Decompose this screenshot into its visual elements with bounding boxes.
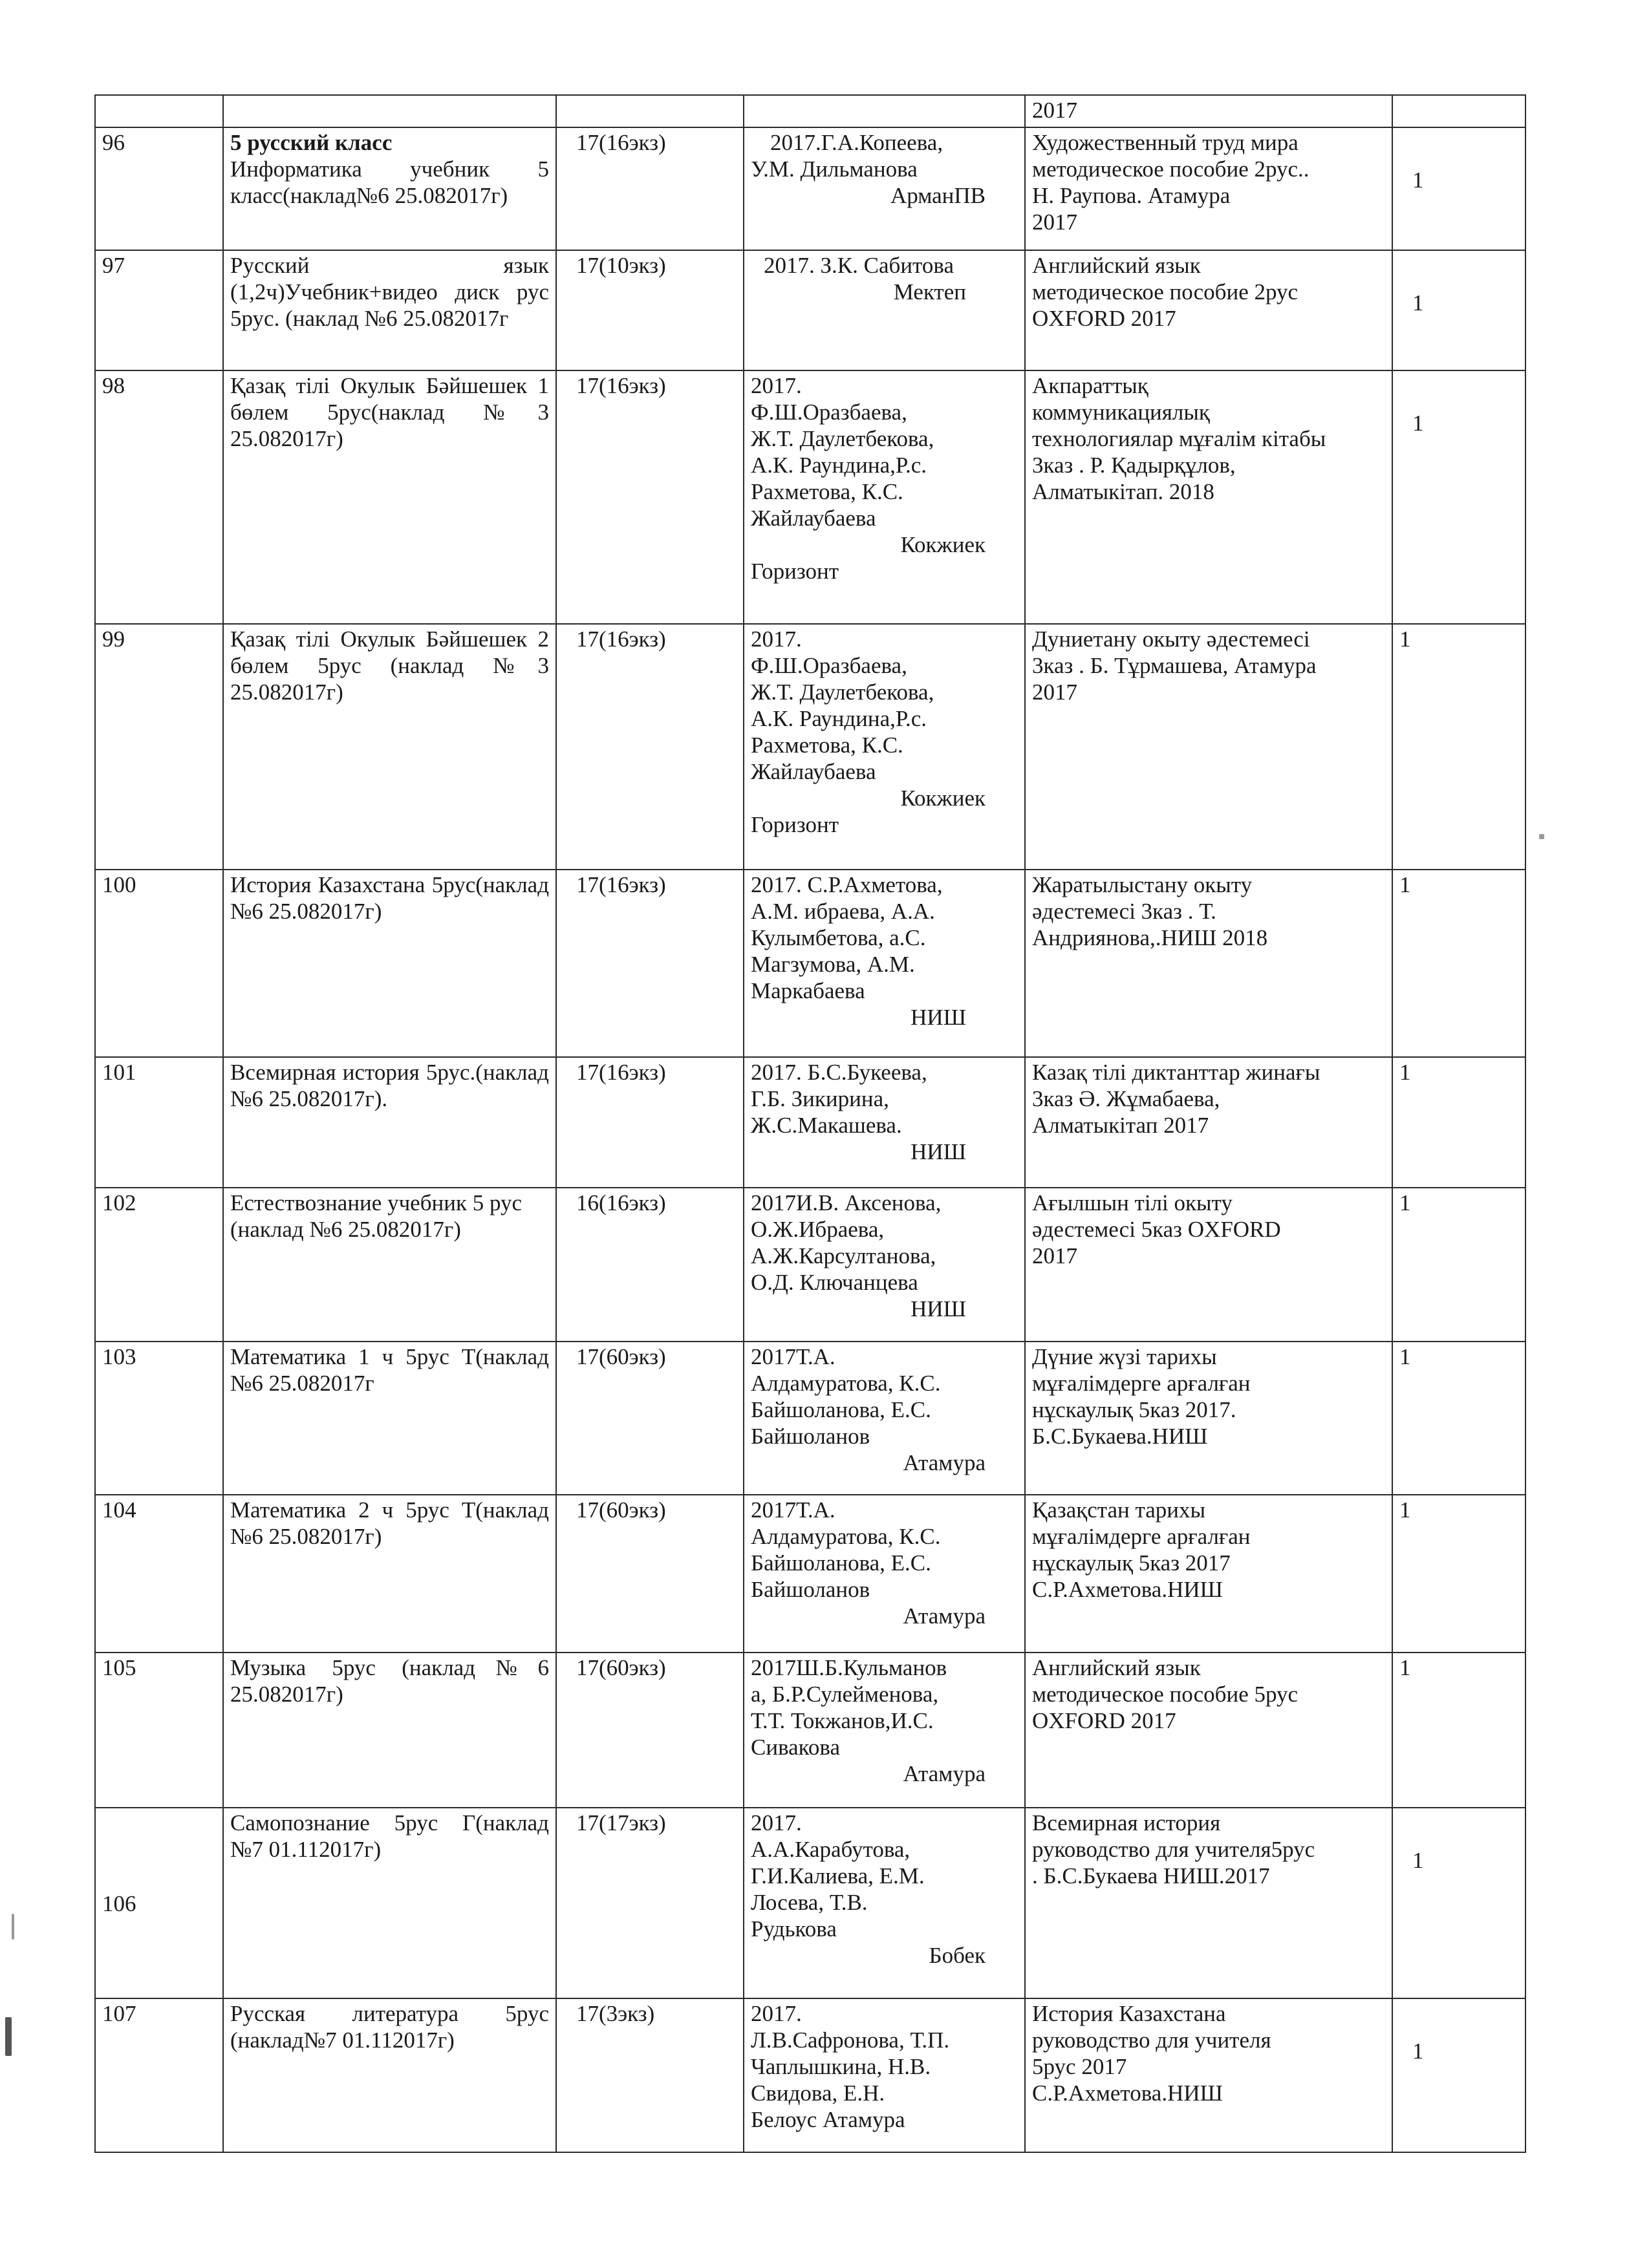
publisher: Бобек bbox=[929, 1943, 986, 1968]
textbook-title: Самопознание 5рус Г(наклад №7 01.112017г) bbox=[223, 1808, 556, 1998]
manual-line: Ағылшын тілі окыту bbox=[1032, 1190, 1233, 1215]
manual-line: С.Р.Ахметова.НИШ bbox=[1032, 1577, 1223, 1602]
author-line: Рудькова bbox=[751, 1916, 837, 1942]
manual-line: коммуникациялық bbox=[1032, 400, 1210, 425]
author-line: Жайлаубаева bbox=[751, 759, 876, 784]
author-line: Г.Б. Зикирина, bbox=[751, 1086, 889, 1111]
textbook-title: Математика 2 ч 5рус Т(наклад №6 25.082017г) bbox=[223, 1495, 556, 1653]
author-line: Магзумова, А.М. bbox=[751, 952, 915, 977]
row-number: 101 bbox=[95, 1057, 223, 1188]
author-line: 2017. bbox=[751, 626, 802, 652]
publisher: Атамура bbox=[903, 1603, 986, 1629]
manual-line: OXFORD 2017 bbox=[1032, 1708, 1176, 1733]
manual-line: нұскаулық 5каз 2017. bbox=[1032, 1397, 1236, 1422]
copies: 1 bbox=[1392, 1808, 1525, 1998]
textbook-title-cell bbox=[223, 127, 556, 250]
textbook-title: Русская литература 5рус (наклад№7 01.112017г) bbox=[223, 1998, 556, 2152]
manual-line: Қазақстан тарихы bbox=[1032, 1497, 1206, 1523]
author-line: Алдамуратова, К.С. bbox=[751, 1371, 941, 1396]
manual-cell bbox=[1025, 1808, 1392, 1998]
table-row bbox=[95, 1342, 1525, 1495]
author-line: Рахметова, К.С. bbox=[751, 479, 903, 504]
manual-line: 3каз Ә. Жұмабаева, bbox=[1032, 1086, 1220, 1111]
table-header-row bbox=[95, 95, 1525, 127]
table-row bbox=[95, 1998, 1525, 2152]
author-line: Г.И.Калиева, Е.М. bbox=[751, 1863, 925, 1888]
textbook-title: Естествознание учебник 5 рус bbox=[230, 1190, 523, 1215]
textbook-title: Русский язык (1,2ч)Учебник+видео диск рус 5рус. (наклад №6 25.082017г bbox=[223, 250, 556, 370]
table-row bbox=[95, 127, 1525, 250]
manual-line: . Б.С.Букаева НИШ.2017 bbox=[1032, 1863, 1270, 1888]
table-row bbox=[95, 1808, 1525, 1998]
row-number: 106 bbox=[95, 1808, 223, 1998]
row-number: 98 bbox=[95, 370, 223, 624]
author-line: 2017. Б.С.Букеева, bbox=[751, 1060, 927, 1085]
table-row bbox=[95, 1057, 1525, 1188]
table-row bbox=[95, 370, 1525, 624]
copies: 1 bbox=[1392, 1057, 1525, 1188]
author-line: Свидова, Е.Н. bbox=[751, 2081, 885, 2106]
author-cell bbox=[744, 1342, 1025, 1495]
author-line: 2017Т.А. bbox=[751, 1497, 835, 1523]
manual-line: мұғалімдерге арғалған bbox=[1032, 1524, 1251, 1549]
quantity: 17(16экз) bbox=[556, 1057, 744, 1188]
author-line: 2017. bbox=[751, 373, 802, 398]
table-row bbox=[95, 1653, 1525, 1808]
manual-cell bbox=[1025, 1998, 1392, 2152]
author-line: Ж.Т. Даулетбекова, bbox=[751, 426, 934, 451]
manual-line: 3каз . Р. Қадырқұлов, bbox=[1032, 453, 1236, 478]
author-cell bbox=[744, 1653, 1025, 1808]
publisher: Кокжиек bbox=[900, 532, 986, 557]
manual-cell bbox=[1025, 1495, 1392, 1653]
table-cell bbox=[223, 95, 556, 127]
manual-line: 2017 bbox=[1032, 1243, 1077, 1268]
copies: 1 bbox=[1392, 1342, 1525, 1495]
author-cell bbox=[744, 370, 1025, 624]
manual-cell bbox=[1025, 1653, 1392, 1808]
row-number: 99 bbox=[95, 624, 223, 870]
manual-line: Дүние жүзі тарихы bbox=[1032, 1344, 1217, 1369]
quantity: 17(60экз) bbox=[556, 1495, 744, 1653]
textbook-title: Всемирная история 5рус.(наклад №6 25.082017г). bbox=[223, 1057, 556, 1188]
copies: 1 bbox=[1392, 127, 1525, 250]
manual-line: методическое пособие 2рус.. bbox=[1032, 156, 1310, 182]
quantity: 17(16экз) bbox=[556, 370, 744, 624]
row-number: 105 bbox=[95, 1653, 223, 1808]
quantity: 17(16экз) bbox=[556, 870, 744, 1057]
author-line: 2017. З.К. Сабитова bbox=[764, 253, 954, 278]
author-line: Чаплышкина, Н.В. bbox=[751, 2054, 931, 2079]
manual-line: Английский язык bbox=[1032, 253, 1201, 278]
author-line: Кулымбетова, а.С. bbox=[751, 925, 926, 950]
author-line: 2017И.В. Аксенова, bbox=[751, 1190, 942, 1215]
copies: 1 bbox=[1392, 1188, 1525, 1342]
quantity: 16(16экз) bbox=[556, 1188, 744, 1342]
publisher: Мектеп bbox=[893, 279, 966, 305]
copies: 1 bbox=[1392, 370, 1525, 624]
manual-cell bbox=[1025, 1057, 1392, 1188]
publisher: НИШ bbox=[911, 1139, 966, 1164]
publisher: Атамура bbox=[903, 1761, 986, 1786]
manual-line: методическое пособие 2рус bbox=[1032, 279, 1299, 305]
table-row bbox=[95, 624, 1525, 870]
table-cell bbox=[744, 95, 1025, 127]
textbook-title: Музыка 5рус (наклад№6 25.082017г) bbox=[223, 1653, 556, 1808]
copies: 1 bbox=[1392, 250, 1525, 370]
manual-cell bbox=[1025, 127, 1392, 250]
manual-line: Андриянова,.НИШ 2018 bbox=[1032, 925, 1268, 950]
table-row bbox=[95, 1188, 1525, 1342]
row-number: 107 bbox=[95, 1998, 223, 2152]
author-line: Байшоланова, Е.С. bbox=[751, 1550, 931, 1576]
author-line: А.К. Раундина,Р.с. bbox=[751, 706, 927, 731]
manual-line: Н. Раупова. Атамура bbox=[1032, 183, 1231, 208]
author-line: Жайлаубаева bbox=[751, 506, 876, 531]
copies: 1 bbox=[1392, 1998, 1525, 2152]
table-row bbox=[95, 250, 1525, 370]
publisher: НИШ bbox=[911, 1296, 966, 1321]
author-line: Т.Т. Токжанов,И.С. bbox=[751, 1708, 934, 1733]
author-line: А.М. ибраева, А.А. bbox=[751, 899, 935, 924]
manual-line: Акпараттық bbox=[1032, 373, 1148, 398]
scan-speck bbox=[12, 1914, 14, 1940]
author-line: 2017. bbox=[751, 2001, 802, 2026]
manual-line: 2017 bbox=[1032, 679, 1077, 705]
publisher: Горизонт bbox=[751, 812, 839, 837]
textbook-title: История Казахстана 5рус(наклад №6 25.082017г) bbox=[223, 870, 556, 1057]
publisher: АрманПВ bbox=[890, 183, 986, 208]
textbook-title: Қазақ тілі Окулык Бәйшешек 1 бөлем 5рус(наклад №3 25.082017г) bbox=[223, 370, 556, 624]
manual-cell bbox=[1025, 1188, 1392, 1342]
author-line: Л.В.Сафронова, Т.П. bbox=[751, 2027, 950, 2053]
publisher: Кокжиек bbox=[900, 786, 986, 811]
publisher: Горизонт bbox=[751, 559, 839, 584]
manual-line: Английский язык bbox=[1032, 1655, 1201, 1680]
author-cell bbox=[744, 1495, 1025, 1653]
manual-line: технологиялар мұғалім кітабы bbox=[1032, 426, 1326, 451]
manual-cell bbox=[1025, 250, 1392, 370]
books-table bbox=[94, 94, 1526, 2153]
manual-cell bbox=[1025, 370, 1392, 624]
author-line: Белоус Атамура bbox=[751, 2107, 905, 2132]
author-line: Байшоланов bbox=[751, 1424, 870, 1449]
manual-line: методическое пособие 5рус bbox=[1032, 1682, 1299, 1707]
textbook-title-cell bbox=[223, 1188, 556, 1342]
textbook-title: Математика 1 ч 5рус Т(наклад №6 25.082017г bbox=[223, 1342, 556, 1495]
author-line: О.Ж.Ибраева, bbox=[751, 1217, 885, 1242]
scan-speck bbox=[1539, 834, 1544, 839]
textbook-title: Информатика учебник 5 класс(наклад№6 25.082017г) bbox=[230, 156, 549, 208]
author-line: 2017. С.Р.Ахметова, bbox=[751, 872, 943, 897]
section-heading: 5 русский класс bbox=[230, 130, 393, 155]
manual-line: мұғалімдерге арғалған bbox=[1032, 1371, 1251, 1396]
manual-line: OXFORD 2017 bbox=[1032, 306, 1176, 331]
quantity: 17(10экз) bbox=[556, 250, 744, 370]
quantity: 17(16экз) bbox=[556, 624, 744, 870]
author-cell bbox=[744, 1057, 1025, 1188]
author-line: А.К. Раундина,Р.с. bbox=[751, 453, 927, 478]
textbook-title: (наклад №6 25.082017г) bbox=[230, 1217, 461, 1242]
quantity: 17(17экз) bbox=[556, 1808, 744, 1998]
manual-line: Казақ тілі диктанттар жинағы bbox=[1032, 1060, 1320, 1085]
manual-line: әдестемесі 5каз OXFORD bbox=[1032, 1217, 1281, 1242]
author-cell bbox=[744, 870, 1025, 1057]
author-line: Лосева, Т.В. bbox=[751, 1890, 868, 1915]
manual-cell bbox=[1025, 624, 1392, 870]
author-cell bbox=[744, 624, 1025, 870]
author-line: 2017Т.А. bbox=[751, 1344, 835, 1369]
table-row bbox=[95, 870, 1525, 1057]
author-cell bbox=[744, 1188, 1025, 1342]
publisher: Атамура bbox=[903, 1450, 986, 1475]
author-line: Байшоланов bbox=[751, 1577, 870, 1602]
row-number: 100 bbox=[95, 870, 223, 1057]
copies: 1 bbox=[1392, 870, 1525, 1057]
manual-cell bbox=[1025, 870, 1392, 1057]
author-line: 2017.Г.А.Копеева, bbox=[770, 130, 943, 155]
manual-line: 5рус 2017 bbox=[1032, 2054, 1127, 2079]
manual-line: Дуниетану окыту әдестемесі bbox=[1032, 626, 1310, 652]
author-cell bbox=[744, 1998, 1025, 2152]
author-line: Ж.С.Макашева. bbox=[751, 1113, 902, 1138]
row-number: 103 bbox=[95, 1342, 223, 1495]
author-cell bbox=[744, 1808, 1025, 1998]
author-line: 2017. bbox=[751, 1810, 802, 1835]
manual-line: Всемирная история bbox=[1032, 1810, 1221, 1835]
manual-line: Алматыкітап. 2018 bbox=[1032, 479, 1214, 504]
author-line: а, Б.Р.Сулейменова, bbox=[751, 1682, 939, 1707]
table-cell bbox=[95, 95, 223, 127]
manual-line: Алматыкітап 2017 bbox=[1032, 1113, 1209, 1138]
table-cell bbox=[1392, 95, 1525, 127]
table-cell: 2017 bbox=[1025, 95, 1392, 127]
author-line: Алдамуратова, К.С. bbox=[751, 1524, 941, 1549]
author-line: А.А.Карабутова, bbox=[751, 1837, 911, 1862]
author-cell bbox=[744, 127, 1025, 250]
quantity: 17(60экз) bbox=[556, 1342, 744, 1495]
manual-line: руководство для учителя bbox=[1032, 2027, 1271, 2053]
author-line: 2017Ш.Б.Кульманов bbox=[751, 1655, 947, 1680]
manual-cell bbox=[1025, 1342, 1392, 1495]
quantity: 17(60экз) bbox=[556, 1653, 744, 1808]
manual-line: 2017 bbox=[1032, 209, 1077, 235]
manual-line: нұскаулық 5каз 2017 bbox=[1032, 1550, 1231, 1576]
manual-line: С.Р.Ахметова.НИШ bbox=[1032, 2081, 1223, 2106]
manual-line: руководство для учителя5рус bbox=[1032, 1837, 1315, 1862]
author-line: Маркабаева bbox=[751, 978, 865, 1003]
scan-speck bbox=[5, 2017, 12, 2056]
manual-line: История Казахстана bbox=[1032, 2001, 1226, 2026]
author-line: О.Д. Ключанцева bbox=[751, 1270, 918, 1295]
copies: 1 bbox=[1392, 1495, 1525, 1653]
table-row bbox=[95, 1495, 1525, 1653]
row-number: 97 bbox=[95, 250, 223, 370]
publisher: НИШ bbox=[911, 1005, 966, 1030]
author-line: Байшоланова, Е.С. bbox=[751, 1397, 931, 1422]
author-line: Сивакова bbox=[751, 1735, 841, 1760]
row-number: 96 bbox=[95, 127, 223, 250]
author-line: Ф.Ш.Оразбаева, bbox=[751, 400, 907, 425]
quantity: 17(3экз) bbox=[556, 1998, 744, 2152]
author-line: У.М. Дильманова bbox=[751, 156, 918, 182]
author-line: Рахметова, К.С. bbox=[751, 733, 903, 758]
manual-line: 3каз . Б. Тұрмашева, Атамура bbox=[1032, 653, 1317, 678]
author-cell bbox=[744, 250, 1025, 370]
manual-line: Жаратылыстану окыту bbox=[1032, 872, 1253, 897]
copies: 1 bbox=[1392, 1653, 1525, 1808]
copies: 1 bbox=[1392, 624, 1525, 870]
author-line: Ж.Т. Даулетбекова, bbox=[751, 679, 934, 705]
quantity: 17(16экз) bbox=[556, 127, 744, 250]
row-number: 102 bbox=[95, 1188, 223, 1342]
manual-line: Художественный труд мира bbox=[1032, 130, 1299, 155]
author-line: А.Ж.Карсултанова, bbox=[751, 1243, 936, 1268]
manual-line: Б.С.Букаева.НИШ bbox=[1032, 1424, 1208, 1449]
textbook-title: Қазақ тілі Окулык Бәйшешек 2 бөлем 5рус (наклад №3 25.082017г) bbox=[223, 624, 556, 870]
manual-line: әдестемесі 3каз . Т. bbox=[1032, 899, 1216, 924]
table-cell bbox=[556, 95, 744, 127]
row-number: 104 bbox=[95, 1495, 223, 1653]
author-line: Ф.Ш.Оразбаева, bbox=[751, 653, 907, 678]
